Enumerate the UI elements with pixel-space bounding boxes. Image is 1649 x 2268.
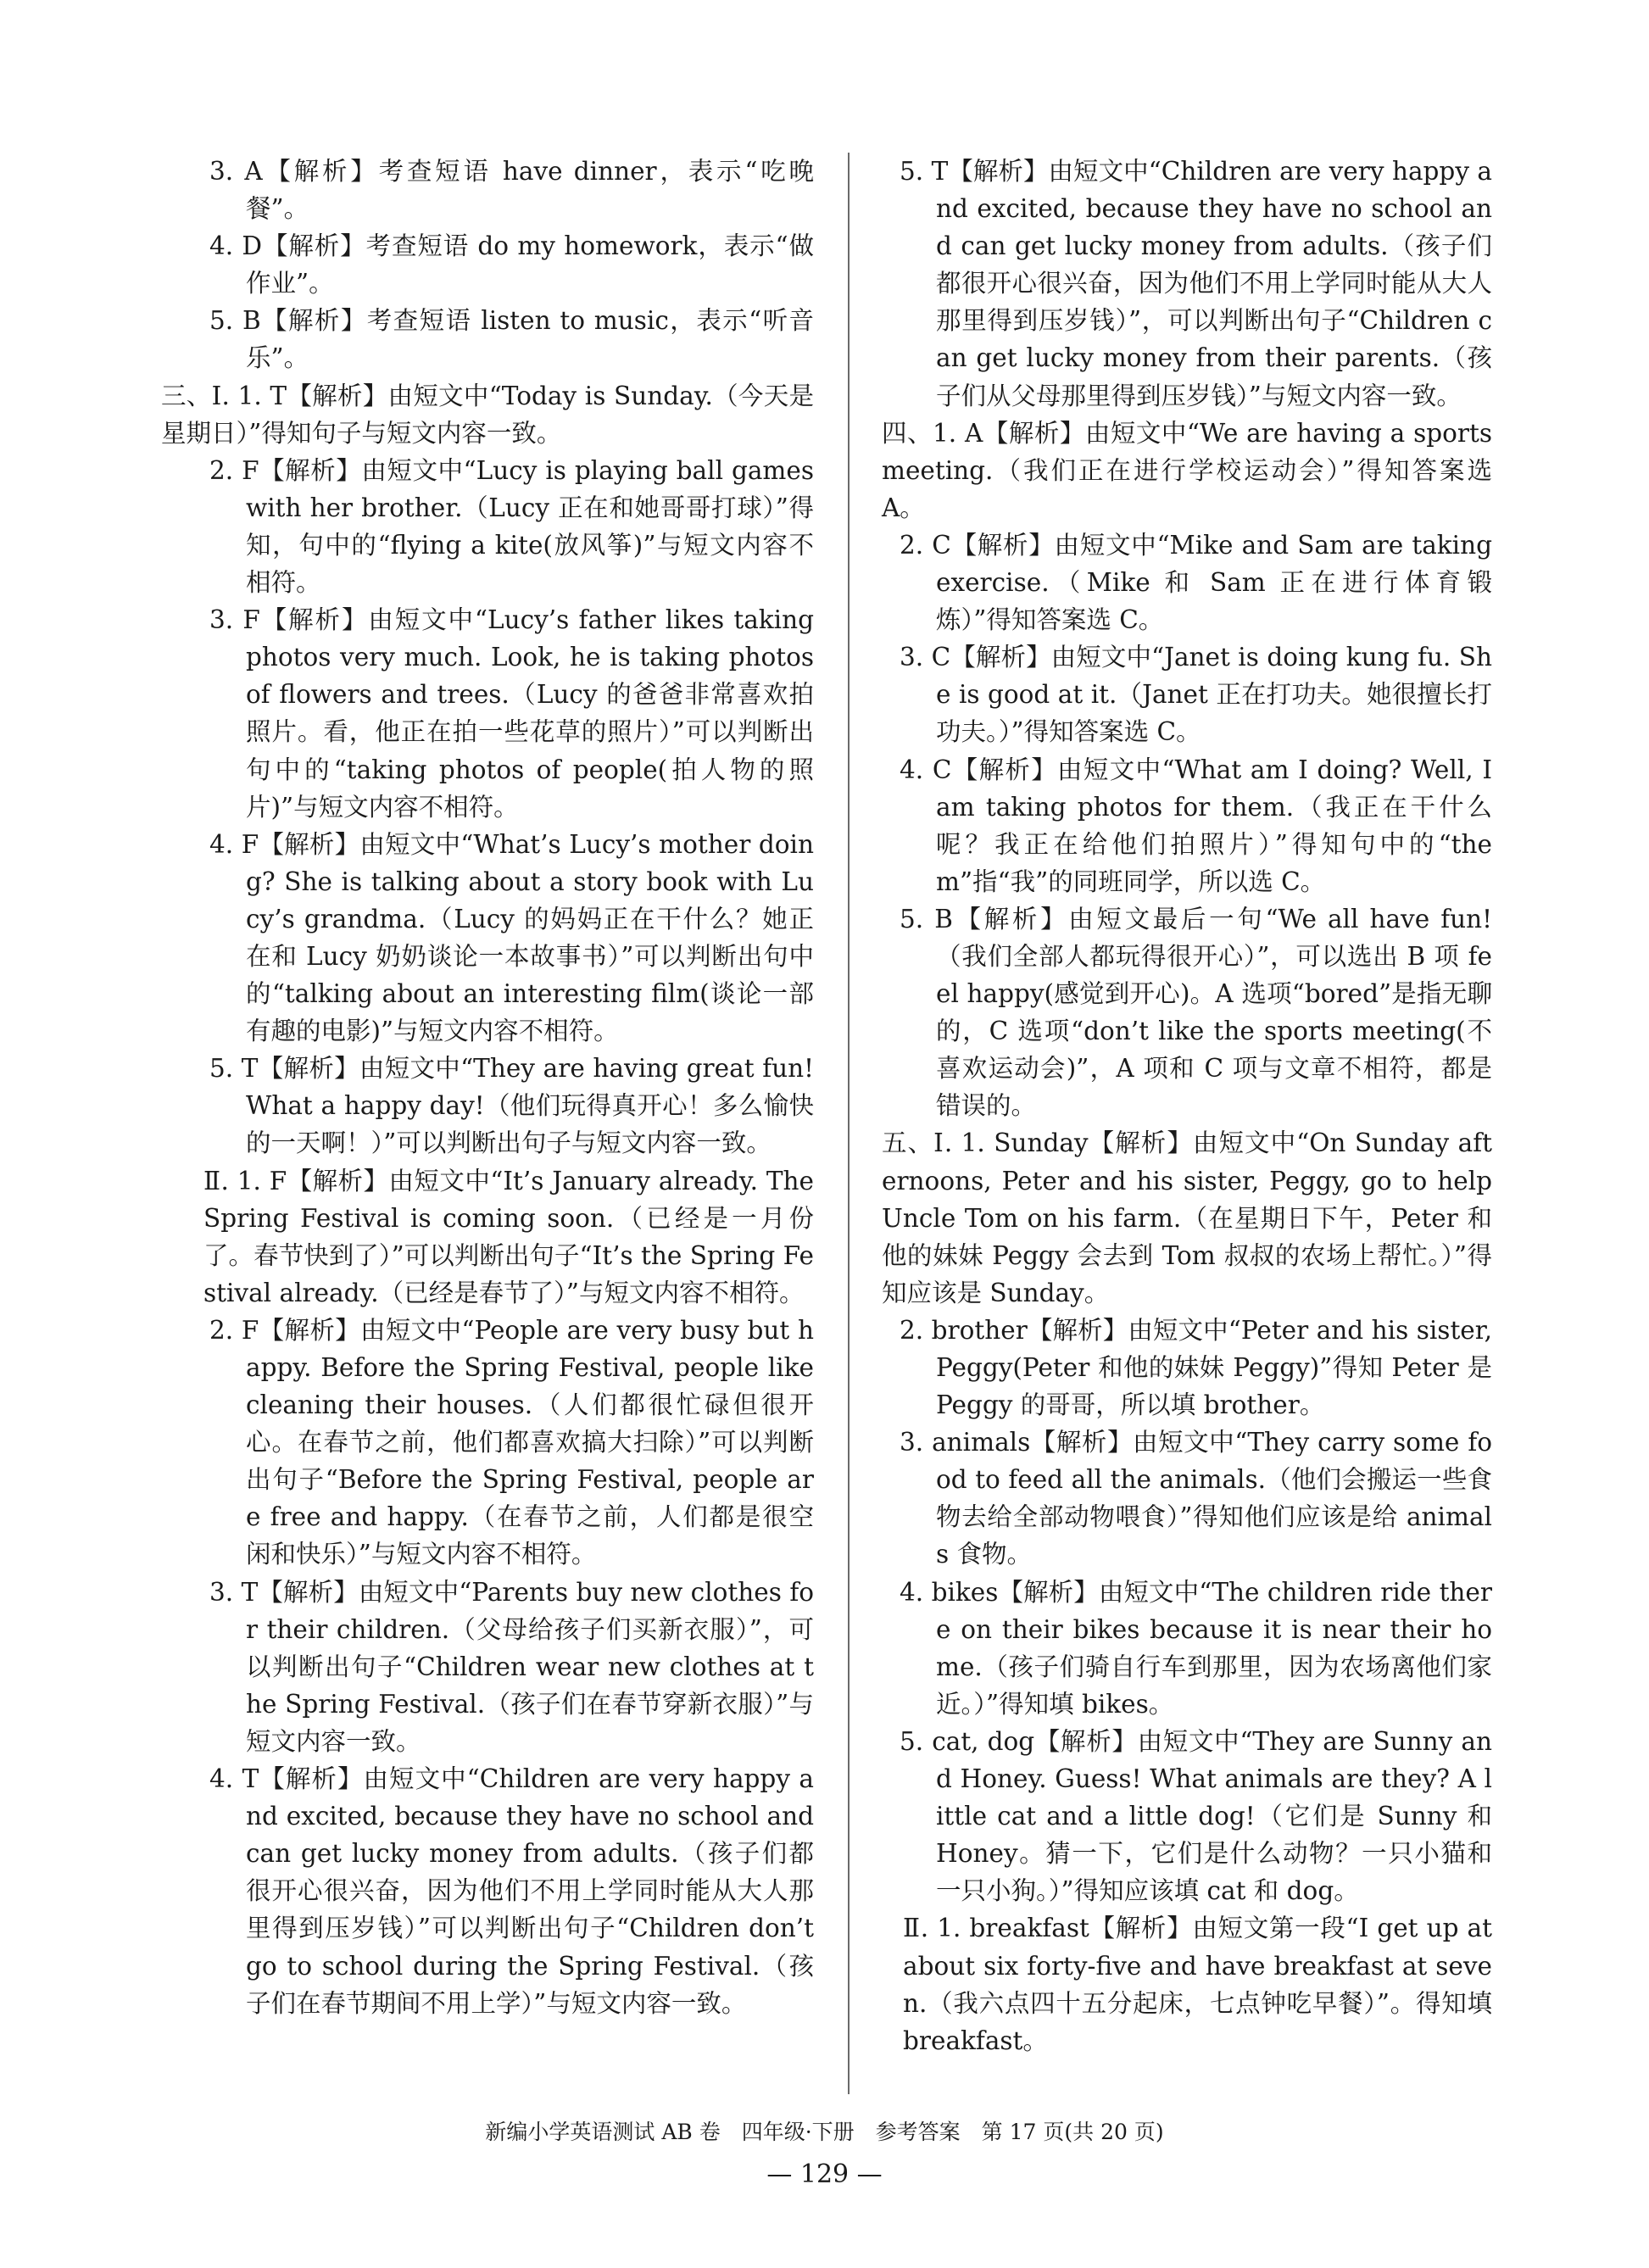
left-column	[161, 153, 814, 2022]
answer-item: 4. C【解析】由短文中“What am I doing? Well, I am taking photos for them.（我正在干什么呢？我正在给他们拍照片）”得知句中的“them”指“我”的同班同学，所以选 C。	[900, 755, 1492, 896]
answer-section: 五、Ⅰ. 1. Sunday【解析】由短文中“On Sunday afternoons, Peter and his sister, Peggy, go to help Uncle Tom on his farm.（在星期日下午，Peter 和他的妹妹 Peggy 会去到 Tom 叔叔的农场上帮忙。）”得知应该是 Sunday。	[882, 1128, 1492, 1307]
answer-item: 2. F【解析】由短文中“Lucy is playing ball games with her brother.（Lucy 正在和她哥哥打球）”得知，句中的“flying a kite(放风筝)”与短文内容不相符。	[209, 455, 814, 598]
answer-item: 4. F【解析】由短文中“What’s Lucy’s mother doing? She is talking about a story book with Lucy’s grandma.（Lucy 的妈妈正在干什么？她正在和 Lucy 奶奶谈论一本故事书）”可以判断出句中的“talking about an interesting film(谈论一部有趣的电影)”与短文内容不相符。	[209, 829, 814, 1046]
answer-item: 2. C【解析】由短文中“Mike and Sam are taking exercise.（Mike 和 Sam 正在进行体育锻炼）”得知答案选 C。	[900, 530, 1492, 635]
answer-item: 3. animals【解析】由短文中“They carry some food to feed all the animals.（他们会搬运一些食物去给全部动物喂食）”得知他们应该是给 animals 食物。	[900, 1428, 1492, 1569]
answer-item: 2. brother【解析】由短文中“Peter and his sister, Peggy(Peter 和他的妹妹 Peggy)”得知 Peter 是 Peggy 的哥哥，所以填 brother。	[900, 1315, 1492, 1420]
page-footer: 新编小学英语测试 AB 卷 四年级·下册 参考答案 第 17 页(共 20 页)	[485, 2120, 1164, 2144]
answer-section: Ⅱ. 1. F【解析】由短文中“It’s January already. The Spring Festival is coming soon.（已经是一月份了。春节快到了）”可以判断出句子“It’s the Spring Festival already.（已经是春节了）”与短文内容不相符。	[203, 1166, 814, 1307]
page-number: — 129 —	[766, 2159, 883, 2189]
answer-item: 2. F【解析】由短文中“People are very busy but happy. Before the Spring Festival, people like cleaning their houses.（人们都很忙碌但很开心。在春节之前，他们都喜欢搞大扫除）”可以判断出句子“Before the Spring Festival, people are free and happy.（在春节之前，人们都是很空闲和快乐）”与短文内容不相符。	[209, 1315, 814, 1569]
answer-item: 3. C【解析】由短文中“Janet is doing kung fu. She is good at it.（Janet 正在打功夫。她很擅长打功夫。）”得知答案选 C。	[900, 643, 1492, 747]
answer-item: 4. T【解析】由短文中“Children are very happy and excited, because they have no school and can get lucky money from adults.（孩子们都很开心很兴奋，因为他们不用上学同时能从大人那里得到压岁钱）”可以判断出句子“Children don’t go to school during the Spring Festival.（孩子们在春节期间不用上学）”与短文内容一致。	[209, 1764, 814, 2018]
right-column	[882, 153, 1492, 2059]
answer-item: 3. F【解析】由短文中“Lucy’s father likes taking photos very much. Look, he is taking photos of flowers and trees.（Lucy 的爸爸非常喜欢拍照片。看，他正在拍一些花草的照片）”可以判断出句中的“taking photos of people(拍人物的照片)”与短文内容不相符。	[209, 605, 814, 822]
answer-item: 3. T【解析】由短文中“Parents buy new clothes for their children.（父母给孩子们买新衣服）”，可以判断出句子“Children wear new clothes at the Spring Festival.（孩子们在春节穿新衣服）”与短文内容一致。	[209, 1577, 814, 1756]
answer-section: Ⅱ. 1. breakfast【解析】由短文第一段“I get up at about six forty-five and have breakfast at seven.（我六点四十五分起床，七点钟吃早餐）”。得知填 breakfast。	[903, 1914, 1492, 2055]
answer-item: 5. cat, dog【解析】由短文中“They are Sunny and Honey. Guess! What animals are they? A little cat and a little dog!（它们是 Sunny 和 Honey。猜一下，它们是什么动物？一只小猫和一只小狗。）”得知应该填 cat 和 dog。	[900, 1726, 1492, 1906]
answer-section: 四、1. A【解析】由短文中“We are having a sports meeting.（我们正在进行学校运动会）”得知答案选 A。	[882, 418, 1492, 522]
answer-item: 5. B【解析】考查短语 listen to music，表示“听音乐”。	[209, 306, 814, 373]
answer-item: 5. T【解析】由短文中“Children are very happy and excited, because they have no school and can get lucky money from adults.（孩子们都很开心很兴奋，因为他们不用上学同时能从大人那里得到压岁钱）”，可以判断出句子“Children can get lucky money from their parents.（孩子们从父母那里得到压岁钱）”与短文内容一致。	[900, 157, 1492, 410]
answer-section: 三、Ⅰ. 1. T【解析】由短文中“Today is Sunday.（今天是星期日）”得知句子与短文内容一致。	[161, 381, 814, 448]
answer-item: 4. bikes【解析】由短文中“The children ride there on their bikes because it is near their home.（孩子们骑自行车到那里，因为农场离他们家近。）”得知填 bikes。	[900, 1577, 1492, 1719]
answer-item: 5. T【解析】由短文中“They are having great fun! What a happy day!（他们玩得真开心！多么愉快的一天啊！）”可以判断出句子与短文内容一致。	[209, 1054, 814, 1158]
answer-item: 5. B【解析】由短文最后一句“We all have fun!（我们全部人都玩得很开心）”，可以选出 B 项 feel happy(感觉到开心)。A 选项“bored”是指无聊的，C 选项“don’t like the sports meeting(不喜欢运动会)”，A 项和 C 项与文章不相符，都是错误的。	[900, 904, 1492, 1121]
answer-item: 3. A【解析】考查短语 have dinner，表示“吃晚餐”。	[209, 157, 814, 224]
answer-item: 4. D【解析】考查短语 do my homework，表示“做作业”。	[209, 231, 814, 298]
column-divider	[848, 153, 850, 2094]
